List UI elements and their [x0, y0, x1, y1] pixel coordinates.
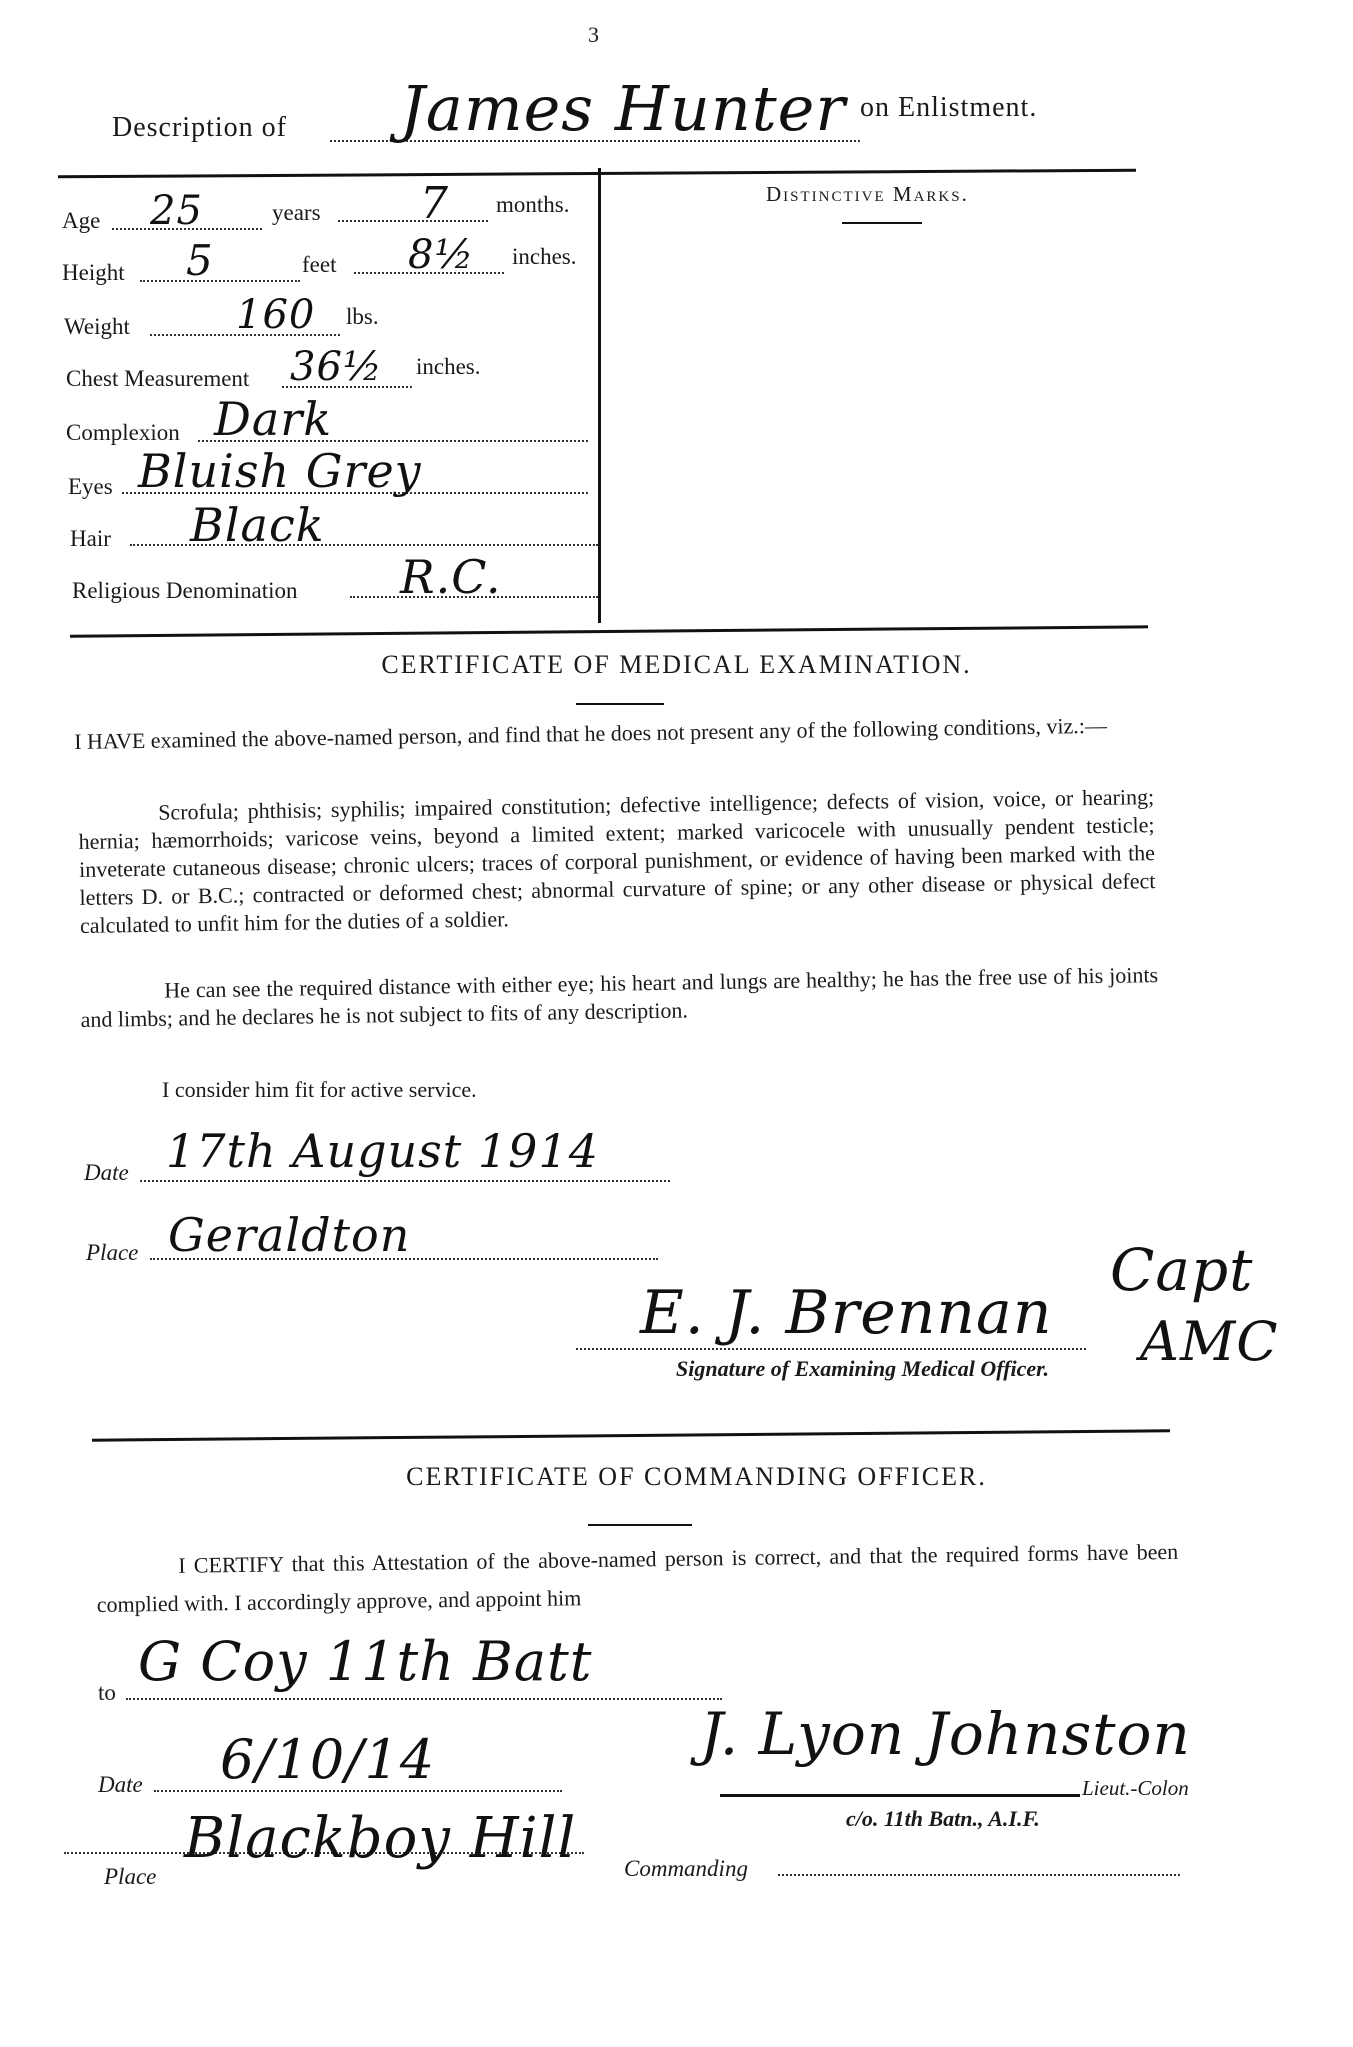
- commanding-title-underline: [588, 1524, 692, 1526]
- to-label: to: [98, 1680, 116, 1705]
- height-label: Height: [62, 260, 125, 285]
- section-rule-1: [70, 625, 1148, 637]
- religion-value: R.C.: [400, 550, 502, 604]
- medical-signature-rank: Capt: [1110, 1236, 1254, 1304]
- signature-underline: [720, 1794, 1080, 1797]
- complexion-value: Dark: [214, 392, 333, 446]
- column-divider: [598, 168, 601, 623]
- commanding-label: Commanding: [624, 1856, 748, 1881]
- to-value: G Coy 11th Batt: [138, 1630, 593, 1693]
- medical-title-underline: [576, 703, 664, 705]
- medical-date-value: 17th August 1914: [166, 1124, 599, 1178]
- weight-label: Weight: [64, 314, 130, 339]
- medical-conditions: Scrofula; phthisis; syphilis; impaired constitution; defective intelligence; defects of vision, voice, or hearing; hernia; hæmorrhoids; varicose veins, beyond a limited extent; marked varicocele with unusually pendent testicle; inveterate cutaneous disease; chronic ulcers; traces of corporal punishment, or evidence of having been marked with the letters D. or B.C.; contracted or deformed chest; abnormal curvature of spine; or any other disease or physical defect calculated to unfit him for the duties of a soldier.: [78, 784, 1156, 938]
- medical-signature-caption: Signature of Examining Medical Officer.: [676, 1356, 1050, 1381]
- hair-value: Black: [190, 498, 325, 552]
- medical-intro: I HAVE examined the above-named person, and find that he does not present any of the following conditions, viz.:—: [74, 712, 1108, 754]
- age-months: 7: [420, 178, 449, 229]
- description-suffix: on Enlistment.: [860, 92, 1038, 123]
- recruit-name: James Hunter: [400, 72, 846, 145]
- chest-value: 36½: [290, 344, 383, 390]
- top-rule: [58, 169, 1136, 179]
- hair-label: Hair: [70, 526, 111, 551]
- months-label: months.: [496, 192, 570, 217]
- chest-label: Chest Measurement: [66, 366, 250, 391]
- height-feet: 5: [186, 236, 214, 285]
- distinctive-marks-label: Distinctive Marks.: [766, 182, 969, 206]
- chest-unit: inches.: [416, 354, 481, 379]
- feet-label: feet: [302, 252, 337, 277]
- commanding-text: I CERTIFY that this Attestation of the above-named person is correct, and that the required forms have been complied with. I accordingly approve, and appoint him: [96, 1538, 1179, 1617]
- medical-title: CERTIFICATE OF MEDICAL EXAMINATION.: [381, 650, 972, 679]
- years-label: years: [272, 200, 321, 225]
- commanding-place-label: Place: [104, 1864, 157, 1889]
- page-number: 3: [588, 22, 599, 47]
- commanding-date-value: 6/10/14: [220, 1728, 436, 1791]
- age-label: Age: [62, 208, 101, 233]
- commanding-signature: J. Lyon Johnston: [700, 1700, 1191, 1768]
- weight-value: 160: [236, 292, 316, 338]
- eyes-value: Bluish Grey: [138, 444, 422, 498]
- medical-place-label: Place: [86, 1240, 139, 1265]
- medical-place-value: Geraldton: [168, 1208, 411, 1262]
- complexion-label: Complexion: [66, 420, 180, 445]
- medical-date-label: Date: [84, 1160, 129, 1185]
- medical-signature-unit: AMC: [1140, 1310, 1279, 1373]
- age-years: 25: [150, 188, 203, 234]
- section-rule-2: [92, 1429, 1170, 1441]
- inches-label: inches.: [512, 244, 577, 269]
- lbs-label: lbs.: [346, 304, 379, 329]
- height-inches: 8½: [408, 232, 475, 278]
- commanding-rank: Lieut.-Colon: [1082, 1776, 1189, 1800]
- commanding-place-value: Blackboy Hill: [184, 1806, 577, 1871]
- medical-fit: I consider him fit for active service.: [162, 1077, 477, 1102]
- medical-signature: E. J. Brennan: [640, 1278, 1053, 1348]
- commanding-title: CERTIFICATE OF COMMANDING OFFICER.: [406, 1462, 987, 1491]
- medical-sight: He can see the required distance with either eye; his heart and lungs are healthy; he has the free use of his joints and limbs; and he declares he is not subject to fits of any description.: [80, 962, 1159, 1032]
- commanding-date-label: Date: [98, 1772, 143, 1797]
- marks-underline: [842, 222, 922, 224]
- description-prefix: Description of: [112, 112, 287, 143]
- commanding-unit: c/o. 11th Batn., A.I.F.: [846, 1806, 1040, 1831]
- eyes-label: Eyes: [68, 474, 113, 499]
- religion-label: Religious Denomination: [72, 578, 298, 603]
